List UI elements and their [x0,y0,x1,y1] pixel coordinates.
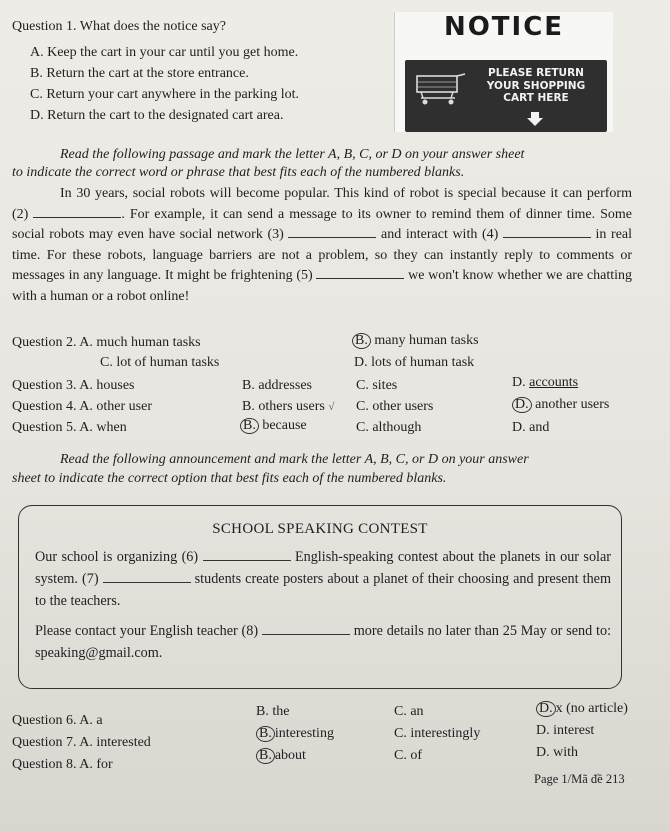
q3-option-d[interactable] [512,374,578,392]
notice-message [471,67,601,105]
q2-option-d[interactable]: D. lots of human task [354,355,475,370]
robot-passage [12,184,632,307]
section-1-instruction-line-2: to indicate the correct word or phrase that best fits each of the numbered blanks. [12,165,465,180]
section-1-instruction-line-1: Read the following passage and mark the letter A, B, C, or D on your answer sheet [60,147,525,162]
q6-option-d-text: x (no article) [555,701,628,716]
section-2-instruction-line-1: Read the following announcement and mark the letter A, B, C, or D on your answer [60,452,529,467]
q8-option-d[interactable]: D. with [536,745,578,760]
notice-line-1: PLEASE RETURN [488,67,584,79]
q5-option-d[interactable]: D. and [512,420,550,435]
q6-option-b-letter: B. [256,704,269,719]
q4-option-b[interactable] [242,398,334,416]
q6-option-b-text: the [272,704,290,719]
page-footer: Page 1/Mã đề 213 [534,772,625,786]
q6-option-c[interactable]: C. an [394,704,424,719]
q4-option-b-letter: B. [242,399,255,414]
q2-option-c[interactable]: C. lot of human tasks [100,355,220,370]
q3-option-b[interactable]: B. addresses [242,378,312,393]
q3-option-c[interactable]: C. sites [356,378,398,393]
q6-option-a[interactable]: Question 6. A. a [12,713,103,728]
q7-option-c[interactable]: C. interestingly [394,726,481,741]
notice-band [405,60,607,132]
selected-answer-circle: D. [512,397,532,413]
contest-text-3: students create posters about a planet of their choosing and present them to the teachers. [35,571,611,609]
contest-text-5: more details no later than 25 May or send to: speaking@gmail.com. [35,623,612,661]
q3-option-d-text: accounts [529,375,579,390]
passage-part-5: we won't know whether we are chatting with a human or a robot online! [12,268,632,304]
q4-option-c[interactable]: C. other users [356,399,434,414]
blank-4[interactable] [503,225,591,238]
blank-2[interactable] [33,205,121,218]
notice-line-3: CART HERE [503,92,569,104]
selected-answer-circle: B. [352,333,371,349]
q4-option-b-text: others users [258,399,325,414]
contest-text-2: English-speaking contest about the planets in our solar system. (7) [35,549,612,587]
q3-option-a[interactable]: Question 3. A. houses [12,378,135,393]
selected-answer-circle: D. [536,701,556,717]
check-mark-icon: √ [328,401,335,413]
q1-option-d[interactable]: D. Return the cart to the designated cart area. [30,108,284,123]
question-1: Question 1. What does the notice say? [12,19,226,34]
q8-option-b-text: about [274,748,306,763]
passage-part-2: . For example, it can send a message to its owner to remind them of dinner time. Some social robots may even have social network (3) [12,206,632,242]
q7-option-b[interactable] [256,725,334,743]
selected-answer-circle: B. [256,748,275,764]
q5-option-b[interactable] [240,417,307,435]
passage-part-3: and interact with (4) [381,227,499,242]
q5-option-a[interactable]: Question 5. A. when [12,420,127,435]
q2-option-b[interactable] [352,332,479,350]
q7-option-a[interactable]: Question 7. A. interested [12,735,151,750]
contest-announcement-box [18,505,622,689]
blank-5[interactable] [316,266,404,279]
q2-option-a[interactable]: Question 2. A. much human tasks [12,335,201,350]
q1-option-c[interactable]: C. Return your cart anywhere in the parking lot. [30,87,300,102]
q3-option-d-letter: D. [512,375,526,390]
notice-line-2: YOUR SHOPPING [486,79,586,92]
q2-option-b-text: many human tasks [374,333,479,348]
q8-option-a[interactable]: Question 8. A. for [12,757,113,772]
q7-option-d[interactable]: D. interest [536,723,595,738]
arrow-down-icon [525,112,545,126]
q8-option-c[interactable]: C. of [394,748,422,763]
contest-text-4: Please contact your English teacher (8) [35,623,259,639]
passage-part-4: in real time. For these robots, language barriers are not a problem, so they can instantly reply to comments or messages in any language. It might be frightening (5) [12,227,633,283]
q8-option-b[interactable] [256,747,306,765]
passage-part-1: In 30 years, social robots will become popular. This kind of robot is special because it can perform (2) [12,186,632,222]
q4-option-a[interactable]: Question 4. A. other user [12,399,152,414]
q5-option-c[interactable]: C. although [356,420,422,435]
q6-option-b[interactable] [256,703,289,721]
contest-text-1: Our school is organizing (6) [35,549,199,565]
q4-option-d-text: another users [535,397,610,412]
notice-sign [394,12,613,132]
notice-title: NOTICE [443,12,565,42]
q6-option-d[interactable] [536,700,628,718]
contest-title: SCHOOL SPEAKING CONTEST [212,521,428,537]
q7-option-b-text: interesting [274,726,334,741]
blank-6[interactable] [203,548,291,561]
q1-option-b[interactable]: B. Return the cart at the store entrance. [30,66,249,81]
selected-answer-circle: B. [240,418,259,434]
q5-option-b-text: because [262,418,307,433]
contest-body [35,546,611,672]
blank-8[interactable] [262,622,350,635]
blank-7[interactable] [103,570,191,583]
q1-option-a[interactable]: A. Keep the cart in your car until you get home. [30,45,299,60]
blank-3[interactable] [288,225,376,238]
section-2-instruction-line-2: sheet to indicate the correct option that best fits each of the numbered blanks. [12,471,447,486]
selected-answer-circle: B. [256,726,275,742]
shopping-cart-icon [413,72,469,108]
q4-option-d[interactable] [512,396,609,414]
